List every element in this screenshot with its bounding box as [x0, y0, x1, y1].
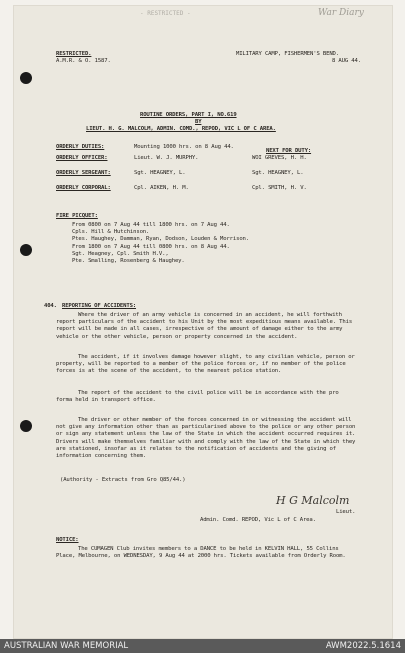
location: MILITARY CAMP, FISHERMEN'S BEND.: [236, 51, 339, 57]
footer-bar: [0, 639, 405, 653]
fire-picquet-line: Cpls. Hill & Hutchinson.: [72, 229, 150, 235]
fire-picquet-line: From 0800 on 7 Aug 44 till 1800 hrs. on 7 Aug 44.: [72, 222, 230, 228]
fire-picquet-label: FIRE PICQUET:: [56, 213, 98, 219]
date: 8 AUG 44.: [332, 58, 361, 64]
signature-title: Admin. Comd. REPOD, Vic L of C Area.: [200, 517, 316, 523]
orderly-corporal-current: Cpl. AIKEN, H. M.: [134, 185, 189, 191]
notice-label: NOTICE:: [56, 537, 79, 543]
handwritten-signature: H G Malcolm: [276, 494, 350, 507]
orderly-sergeant-current: Sgt. HEAGNEY, L.: [134, 170, 186, 176]
punch-hole: [20, 72, 32, 84]
orderly-sergeant-label: ORDERLY SERGEANT:: [56, 170, 111, 176]
section-paragraph: Where the driver of an army vehicle is concerned in an accident, he will forthwith report particulars of the accident to his Unit by the most expeditious means available. This report will be made in all cases, irrespective of the amount of damage either to the army vehicle or the other vehicle, person or property concerned in the accident.: [56, 312, 353, 340]
signature-rank: Lieut.: [336, 509, 356, 515]
punch-hole: [20, 244, 32, 256]
footer-accession-number: AWM2022.5.1614: [325, 641, 401, 651]
orders-title-officer: LIEUT. H. G. MALCOLM, ADMIN. COMD., REPOD, VIC L OF C AREA.: [86, 126, 276, 132]
top-classification-stamp: - RESTRICTED -: [140, 10, 191, 17]
fire-picquet-line: Sgt. Heagney, Cpl. Smith H.V.,: [72, 251, 169, 257]
mounting-time: Mounting 1000 hrs. on 8 Aug 44.: [134, 144, 234, 150]
punch-hole: [20, 420, 32, 432]
orderly-officer-next: WOI GREVES, H. H.: [252, 155, 307, 161]
orders-title: ROUTINE ORDERS, PART I, NO.619: [140, 112, 237, 118]
orderly-duties-label: ORDERLY DUTIES:: [56, 144, 105, 150]
section-paragraph: The driver or other member of the forces concerned in or witnessing the accident will not give any information other than as particularised above to the police or any other person or sign any statement unless the law of the State in which the accident occurred requires it. Drivers will make themselves familiar with and comply with the law of the State in which they are stationed, insofar as it relates to the notification of accidents and the giving of information concerning them.: [56, 417, 356, 460]
fire-picquet-line: Pte. Smalling, Rosenberg & Haughey.: [72, 258, 185, 264]
orderly-officer-current: Lieut. W. J. MURPHY.: [134, 155, 199, 161]
fire-picquet-line: From 1800 on 7 Aug 44 till 0800 hrs. on 8 Aug 44.: [72, 244, 230, 250]
section-number: 404.: [44, 303, 57, 309]
classification-label: RESTRICTED.: [56, 51, 92, 57]
handwritten-note: War Diary: [318, 8, 364, 18]
authority-reference: (Authority - Extracts from Gro Q85/44.): [60, 477, 186, 483]
orderly-corporal-next: Cpl. SMITH, H. V.: [252, 185, 307, 191]
section-heading: REPORTING OF ACCIDENTS:: [62, 303, 137, 309]
orderly-officer-label: ORDERLY OFFICER:: [56, 155, 108, 161]
section-paragraph: The accident, if it involves damage however slight, to any civilian vehicle, person or property, will be reported to a member of the police forces or, if no member of the police forces is at the scene of the accident, to the nearest police station.: [56, 354, 355, 375]
footer-institution: AUSTRALIAN WAR MEMORIAL: [4, 641, 129, 651]
next-for-duty-header: NEXT FOR DUTY:: [266, 148, 312, 154]
orderly-sergeant-next: Sgt. HEAGNEY, L.: [252, 170, 304, 176]
form-reference: A.M.R. & O. 1587.: [56, 58, 111, 64]
notice-text: The CUMAGEN Club invites members to a DANCE to be held in KELVIN HALL, 55 Collins Place, Melbourne, on WEDNESDAY, 9 Aug 44 at 2000 hrs. Tickets available from Orderly Room.: [56, 546, 346, 560]
fire-picquet-line: Ptes. Haughey, Damman, Ryan, Dodson, Louden & Morrison.: [72, 236, 249, 242]
section-paragraph: The report of the accident to the civil police will be in accordance with the pro forma held in transport office.: [56, 390, 339, 404]
orderly-corporal-label: ORDERLY CORPORAL:: [56, 185, 111, 191]
orders-title-by: BY: [195, 119, 202, 125]
